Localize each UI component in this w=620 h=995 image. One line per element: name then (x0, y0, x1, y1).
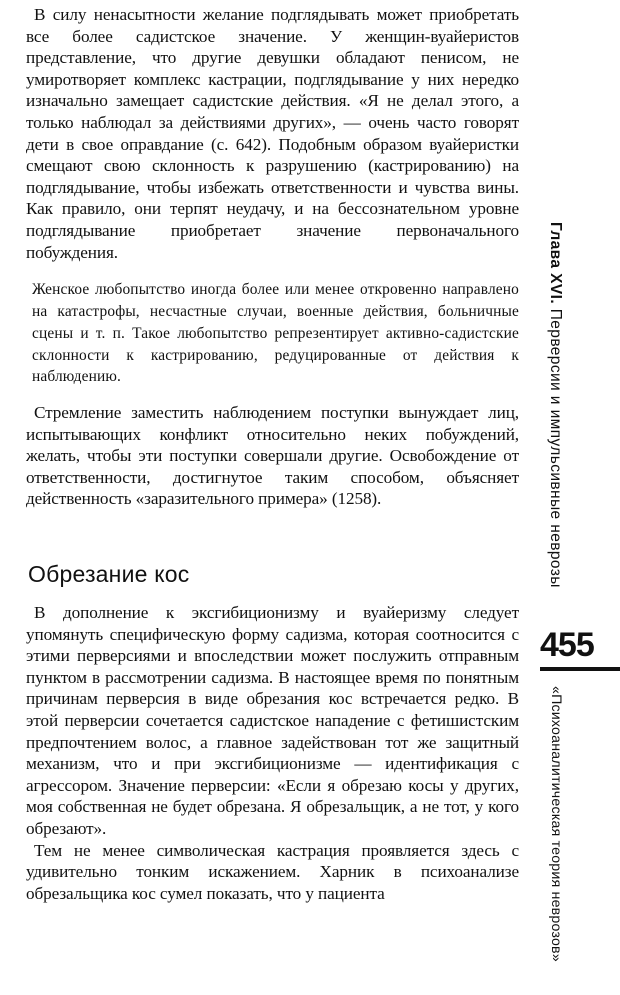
body-paragraph: Тем не менее символическая кастрация проявляется здесь с удивительно тонким искажением. Харник в психоанализе обрезальщика кос сумел показать, что у пациента (26, 840, 519, 903)
chapter-title: Перверсии и импульсивные неврозы (547, 308, 564, 588)
body-paragraph: В дополнение к эксгибиционизму и вуайеризму следует упомянуть специфическую форму садизма, которая соотносится с этими перверсиями и впоследствии может послужить отправным пунктом в рассмотрении садизма. В настоящее время по понятным причинам перверсия в виде обрезания кос встречается редко. В этой перверсии сочетается садистское нападение с фетишистским предпочтением волос, а главное задействован тот же защитный механизм, что и при эксгибиционизме — идентификация с агрессором. Значение перверсии: «Если я обрезаю косы у других, моя собственная не будет обрезана. Я обрезальщик, а не тот, у кого обрезают». (26, 603, 519, 839)
running-head-chapter (538, 222, 564, 612)
chapter-label: Глава XVI. (547, 222, 564, 305)
block-quote: Женское любопытство иногда более или менее откровенно направлено на катастрофы, несчастные случаи, военные действия, больничные сцены и т. п. Такое любопытство репрезентирует активно-садистские склонности к кастрированию, редуцированные от действия к наблюдению. (32, 281, 519, 386)
running-head-book-title: «Психоаналитическая теория неврозов» (548, 686, 564, 962)
section-heading: Обрезание кос (28, 561, 190, 588)
body-paragraph: В силу ненасытности желание подглядывать может приобретать все более садистское значение. У женщин-вуайеристов представление, что другие девушки обладают пенисом, не умиротворяет комплекс кастрации, подглядывание у них нередко изначально замещает садистские действия. «Я не делал этого, а только наблюдал за действиями других», — очень часто говорят дети в свое оправдание (с. 642). Подобным образом вуайеристки смещают свою склонность к разрушению (кастрированию) на подглядывание, чтобы избежать ответственности и чувства вины. Как правило, они терпят неудачу, и на бессознательном уровне подглядывание приобретает значение первоначального побуждения. (26, 5, 519, 262)
page-number-rule (540, 667, 620, 671)
main-text-column (26, 4, 519, 904)
page-number: 455 (540, 626, 594, 664)
body-paragraph: Стремление заместить наблюдением поступки вынуждает лиц, испытывающих конфликт относительно неких побуждений, желать, чтобы эти поступки совершали другие. Освобождение от ответственности, достигнутое таким способом, объясняет действенность «заразительного примера» (1258). (26, 403, 519, 509)
